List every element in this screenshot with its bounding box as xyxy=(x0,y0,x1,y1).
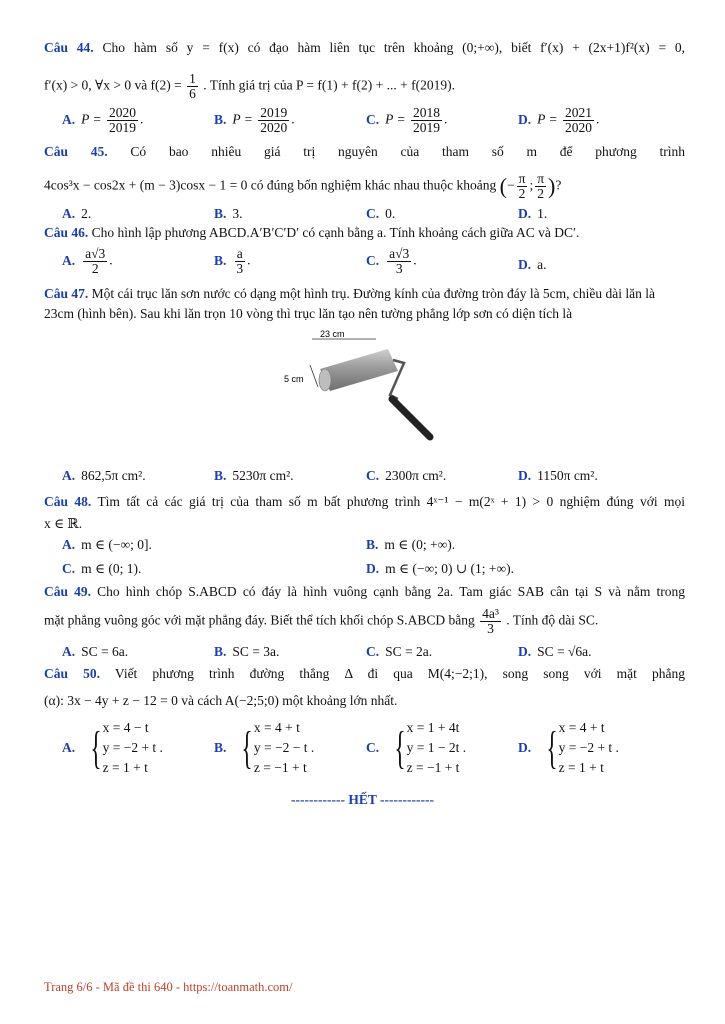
option-den: 3 xyxy=(395,261,403,276)
q44-stem-2a: f′(x) > 0, ∀x > 0 và f(2) = xyxy=(44,77,182,93)
option-post: . xyxy=(140,111,144,127)
option-letter: D. xyxy=(518,206,532,221)
system-row: z = −1 + t xyxy=(406,760,460,775)
q47-option-b[interactable] xyxy=(214,467,294,485)
system-row: x = 4 − t xyxy=(102,720,149,735)
q49-option-d[interactable] xyxy=(518,643,592,661)
q47-label: Câu 47. xyxy=(44,286,89,301)
option-num: 2021 xyxy=(565,105,592,120)
system-row: x = 4 + t xyxy=(253,720,300,735)
q44-stem-1: Cho hàm số y = f(x) có đạo hàm liên tục trên khoảng (0;+∞), biết f′(x) + (2x+1)f²(x) = 0, xyxy=(102,40,686,55)
q46-stem xyxy=(44,223,685,243)
q47-stem xyxy=(44,284,685,324)
q45-two-2: 2 xyxy=(537,186,544,201)
q45-option-b[interactable] xyxy=(214,205,243,223)
option-letter: A. xyxy=(62,252,76,268)
q45-line2: 4cos³x − cos2x + (m − 3)cosx − 1 = 0 có đúng bốn nghiệm khác nhau thuộc khoảng (− $\frac{\pi}{2}$ ; $\frac{\pi}{2}$ )? xyxy=(44,171,562,201)
option-num: a xyxy=(236,246,243,261)
option-num: 2019 xyxy=(260,105,288,120)
option-letter: A. xyxy=(62,111,76,127)
option-letter: D. xyxy=(518,468,532,483)
option-letter: B. xyxy=(214,644,227,659)
option-den: 2019 xyxy=(413,120,440,135)
option-letter: D. xyxy=(518,257,532,272)
paint-roller-figure xyxy=(280,325,440,443)
q48-option-b[interactable] xyxy=(366,536,455,554)
q45-pi: π xyxy=(518,171,526,186)
option-letter: C. xyxy=(366,252,380,268)
option-letter: B. xyxy=(366,537,379,552)
page-footer: Trang 6/6 - Mã đề thi 640 - https://toanmath.com/ xyxy=(44,980,293,994)
option-letter: D. xyxy=(366,561,380,576)
q45-minus: − xyxy=(507,177,515,193)
option-num: 2020 xyxy=(109,105,136,120)
option-text: m ∈ (0; 1). xyxy=(81,561,142,576)
end-marker: ------------ HẾT ------------ xyxy=(291,792,434,807)
q44-line1 xyxy=(44,38,685,58)
option-text: m ∈ (−∞; 0) ∪ (1; +∞). xyxy=(385,561,515,576)
roller-cylinder xyxy=(320,349,398,391)
q49-stem-2a: mặt phẳng vuông góc với mặt phẳng đáy. Biết thể tích khối chóp S.ABCD bằng xyxy=(44,612,475,628)
q48-stem-2: x ∈ ℝ. xyxy=(44,516,83,531)
q44-option-b[interactable] xyxy=(214,106,295,135)
option-letter: C. xyxy=(366,740,380,755)
q45-qmark: ? xyxy=(555,177,562,193)
q48-label: Câu 48. xyxy=(44,494,92,509)
option-letter: D. xyxy=(518,111,532,127)
option-den: 2020 xyxy=(260,120,288,135)
option-letter: A. xyxy=(62,206,76,221)
q44-line2 xyxy=(44,72,685,101)
q50-option-a[interactable]: A. { x = 4 − t y = −2 + t . z = 1 + t xyxy=(62,718,163,778)
q44-option-d[interactable] xyxy=(518,106,599,135)
q48-option-a[interactable] xyxy=(62,536,152,554)
q50-option-b[interactable]: B. { x = 4 + t y = −2 − t . z = −1 + t xyxy=(214,718,314,778)
q49-frac-num: 4a³ xyxy=(482,606,499,621)
diameter-label: 5 cm xyxy=(284,374,304,384)
q47-text: Một cái trục lăn sơn nước có dạng một hình trụ. Đường kính của đường tròn đáy là 5cm, chiều dài lăn là 23cm (hình bên). Sau khi lăn trọn 10 vòng thì trục lăn tạo nên tường phẳng lớp sơn có diện tích là xyxy=(44,286,656,321)
q50-stem-1: Viết phương trình đường thẳng Δ đi qua M(4;−2;1), song song với mặt phẳng xyxy=(114,666,685,681)
option-letter: C. xyxy=(366,111,380,127)
option-post: . xyxy=(291,111,295,127)
q44-fraction xyxy=(187,72,198,101)
q46-option-b[interactable] xyxy=(214,247,251,276)
q49-label: Câu 49. xyxy=(44,584,92,599)
option-num: 2018 xyxy=(413,105,440,120)
q50-option-d[interactable]: D. { x = 4 + t y = −2 + t . z = 1 + t xyxy=(518,718,619,778)
q44-option-c[interactable] xyxy=(366,106,447,135)
q49-line1 xyxy=(44,582,685,602)
option-letter: A. xyxy=(62,644,76,659)
option-den: 2 xyxy=(91,261,99,276)
q50-stem-2: (α): 3x − 4y + z − 12 = 0 và cách A(−2;5;0) một khoảng lớn nhất. xyxy=(44,693,398,708)
q47-option-a[interactable] xyxy=(62,467,146,485)
option-prefix: P = xyxy=(537,111,558,127)
option-letter: A. xyxy=(62,468,76,483)
q49-option-a[interactable] xyxy=(62,643,128,661)
q47-option-c[interactable] xyxy=(366,467,446,485)
option-letter: A. xyxy=(62,537,76,552)
option-num: a√3 xyxy=(389,246,410,261)
q44-label: Câu 44. xyxy=(44,40,94,55)
system-row: y = −2 + t . xyxy=(558,740,619,755)
q45-two: 2 xyxy=(518,186,526,201)
q45-option-c[interactable] xyxy=(366,205,395,223)
option-post: . xyxy=(596,111,600,127)
system-row: z = 1 + t xyxy=(102,760,148,775)
option-den: 2019 xyxy=(109,120,136,135)
option-prefix: P = xyxy=(81,111,102,127)
q44-frac-num: 1 xyxy=(189,71,196,86)
system-row: y = −2 + t . xyxy=(102,740,163,755)
option-den: 2020 xyxy=(565,120,592,135)
q49-option-c[interactable] xyxy=(366,643,432,661)
q50-line2 xyxy=(44,691,685,711)
q49-stem-2b: . Tính độ dài SC. xyxy=(506,612,599,628)
q45-option-a[interactable] xyxy=(62,205,91,223)
option-letter: A. xyxy=(62,740,76,755)
q45-stem-2: 4cos³x − cos2x + (m − 3)cosx − 1 = 0 có đúng bốn nghiệm khác nhau thuộc khoảng xyxy=(44,177,497,193)
option-letter: D. xyxy=(518,740,532,755)
system-row: y = 1 − 2t . xyxy=(406,740,467,755)
q49-option-b[interactable] xyxy=(214,643,279,661)
system-row: x = 4 + t xyxy=(558,720,605,735)
q46-text: Cho hình lập phương ABCD.A′B′C′D′ có cạnh bằng a. Tính khoảng cách giữa AC và DC′. xyxy=(91,225,580,240)
roller-handle xyxy=(392,399,430,437)
option-letter: B. xyxy=(214,111,227,127)
option-letter: C. xyxy=(62,561,76,576)
option-text: a. xyxy=(537,257,547,272)
q48-line1 xyxy=(44,492,685,512)
option-den: 3 xyxy=(236,261,244,276)
option-text: SC = √6a. xyxy=(537,644,592,659)
option-letter: C. xyxy=(366,206,380,221)
q45-sep: ; xyxy=(529,177,534,193)
q49-frac-den: 3 xyxy=(487,621,494,636)
option-text: 1. xyxy=(537,206,548,221)
option-text: m ∈ (−∞; 0]. xyxy=(81,537,152,552)
q44-frac-den: 6 xyxy=(189,86,196,101)
q45-pi-2: π xyxy=(537,171,545,186)
q46-option-c[interactable] xyxy=(366,247,417,276)
option-letter: C. xyxy=(366,468,380,483)
length-label: 23 cm xyxy=(320,329,345,339)
option-text: SC = 3a. xyxy=(232,644,280,659)
option-text: 5230π cm². xyxy=(232,468,294,483)
q46-label: Câu 46. xyxy=(44,225,89,240)
q45-stem-1: Có bao nhiêu giá trị nguyên của tham số m để phương trình xyxy=(130,144,685,159)
option-letter: B. xyxy=(214,468,227,483)
system-row: z = 1 + t xyxy=(558,760,604,775)
option-text: 0. xyxy=(385,206,396,221)
q45-option-d[interactable] xyxy=(518,205,547,223)
q50-line1 xyxy=(44,664,685,684)
option-post: . xyxy=(247,252,251,268)
option-post: . xyxy=(109,252,113,268)
option-text: 862,5π cm². xyxy=(81,468,146,483)
q50-option-c[interactable]: C. { x = 1 + 4t y = 1 − 2t . z = −1 + t xyxy=(366,718,466,778)
option-letter: B. xyxy=(214,206,227,221)
q48-option-d[interactable] xyxy=(366,560,514,578)
option-prefix: P = xyxy=(232,111,253,127)
q49-stem-1: Cho hình chóp S.ABCD có đáy là hình vuông cạnh bằng 2a. Tam giác SAB cân tại S và nằm trong xyxy=(97,584,685,599)
option-letter: B. xyxy=(214,740,227,755)
option-letter: C. xyxy=(366,644,380,659)
option-post: . xyxy=(444,111,448,127)
roller-end xyxy=(319,369,331,391)
option-text: 2. xyxy=(81,206,92,221)
option-text: 1150π cm². xyxy=(537,468,598,483)
system-row: z = −1 + t xyxy=(253,760,307,775)
q50-label: Câu 50. xyxy=(44,666,100,681)
q48-line2 xyxy=(44,514,685,534)
system-row: y = −2 − t . xyxy=(253,740,315,755)
q49-fraction xyxy=(480,607,501,636)
option-text: 2300π cm². xyxy=(385,468,447,483)
q48-stem-1: Tìm tất cả các giá trị của tham số m bất phương trình 4ˣ⁻¹ − m(2ˣ + 1) > 0 nghiệm đúng với mọi xyxy=(97,494,685,509)
q47-option-d[interactable] xyxy=(518,467,598,485)
option-prefix: P = xyxy=(385,111,406,127)
q49-line2 xyxy=(44,607,685,636)
q48-option-c[interactable] xyxy=(62,560,141,578)
option-num: a√3 xyxy=(85,246,106,261)
option-letter: D. xyxy=(518,644,532,659)
q45-line1 xyxy=(44,142,685,162)
q45-label: Câu 45. xyxy=(44,144,108,159)
q44-stem-2b: . Tính giá trị của P = f(1) + f(2) + ... + f(2019). xyxy=(203,77,455,93)
option-text: SC = 6a. xyxy=(81,644,129,659)
q46-option-a[interactable] xyxy=(62,247,113,276)
option-post: . xyxy=(413,252,417,268)
q44-option-a[interactable] xyxy=(62,106,143,135)
option-letter: B. xyxy=(214,252,227,268)
q46-option-d[interactable] xyxy=(518,256,547,274)
system-row: x = 1 + 4t xyxy=(406,720,460,735)
diameter-dim-line xyxy=(310,365,318,387)
option-text: SC = 2a. xyxy=(385,644,433,659)
option-text: m ∈ (0; +∞). xyxy=(384,537,456,552)
option-text: 3. xyxy=(232,206,243,221)
